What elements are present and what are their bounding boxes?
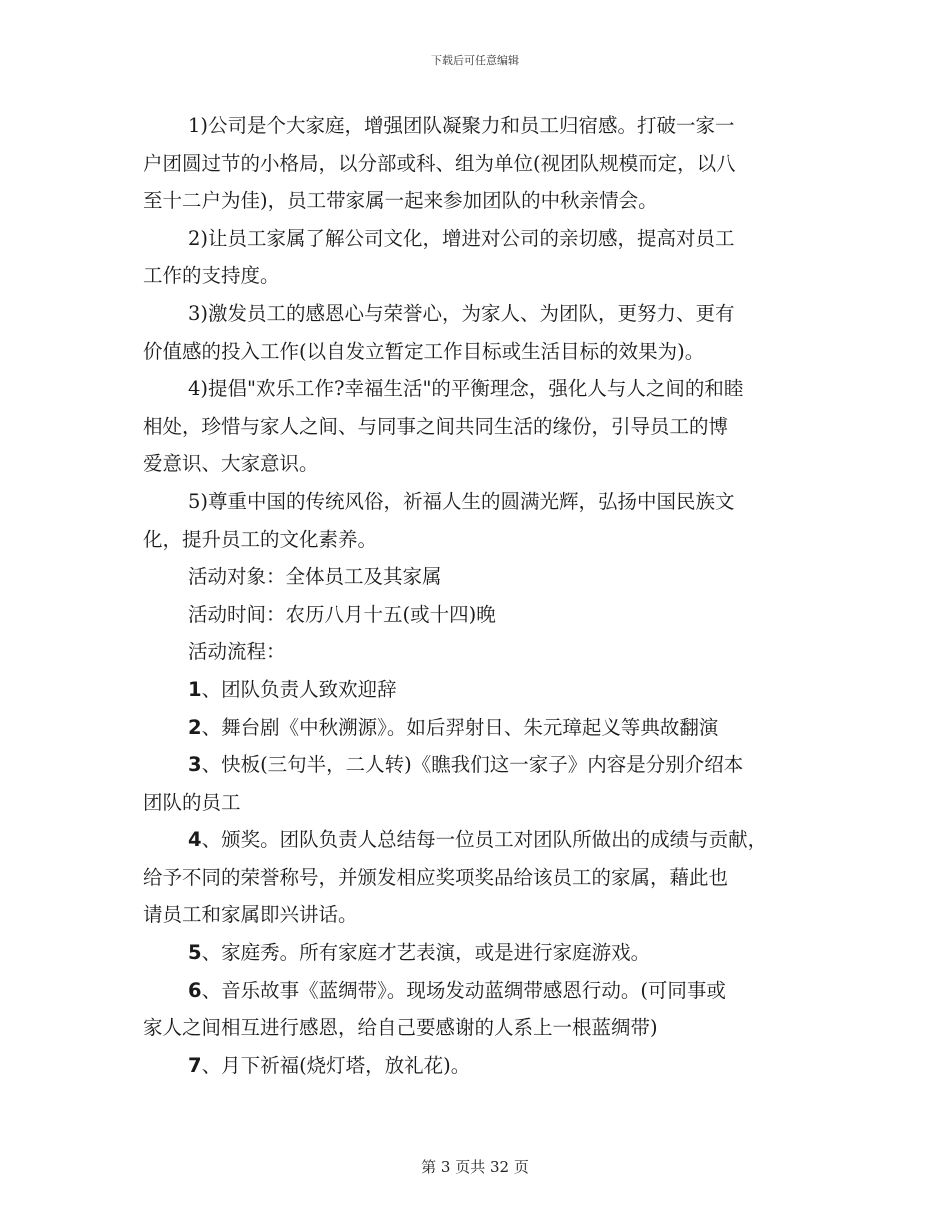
paragraph-5: 5)尊重中国的传统风俗，祈福人生的圆满光辉，弘扬中国民族文 化，提升员工的文化素养。: [143, 489, 735, 551]
document-body: [143, 107, 823, 1084]
activity-flow-heading: 活动流程：: [188, 640, 286, 664]
activity-time: 活动时间：农历八月十五(或十四)晚: [188, 602, 496, 626]
page-header: 下载后可任意编辑: [431, 54, 519, 67]
activity-target: 活动对象：全体员工及其家属: [188, 565, 442, 589]
page-footer: 第 3 页共 32 页: [421, 1158, 529, 1176]
flow-step-1: 1、团队负责人致欢迎辞: [188, 677, 397, 701]
flow-step-7: 7、月下祈福(烧灯塔，放礼花)。: [188, 1053, 471, 1077]
flow-step-6: 6、音乐故事《蓝绸带》。现场发动蓝绸带感恩行动。(可同事或 家人之间相互进行感恩，给自己要感谢的人系上一根蓝绸带): [143, 978, 726, 1040]
paragraph-2: 2)让员工家属了解公司文化，增进对公司的亲切感，提高对员工 工作的支持度。: [143, 226, 735, 288]
paragraph-4: 4)提倡"欢乐工作?幸福生活"的平衡理念，强化人与人之间的和睦 相处，珍惜与家人之间、与同事之间共同生活的缘份，引导员工的博 爱意识、大家意识。: [143, 377, 744, 476]
paragraph-1: 1)公司是个大家庭，增强团队凝聚力和员工归宿感。打破一家一 户团圆过节的小格局，以分部或科、组为单位(视团队规模而定，以八 至十二户为佳)，员工带家属一起来参加团队的中秋亲情会。: [143, 114, 736, 213]
paragraph-3: 3)激发员工的感恩心与荣誉心，为家人、为团队，更努力、更有 价值感的投入工作(以自发立暂定工作目标或生活目标的效果为)。: [143, 301, 735, 363]
flow-step-2: 2、舞台剧《中秋溯源》。如后羿射日、朱元璋起义等典故翻演: [188, 715, 719, 739]
flow-step-3: 3、快板(三句半，二人转)《瞧我们这一家子》内容是分别介绍本 团队的员工: [143, 753, 744, 814]
flow-step-5: 5、家庭秀。所有家庭才艺表演，或是进行家庭游戏。: [188, 941, 651, 965]
flow-step-4: 4、颁奖。团队负责人总结每一位员工对团队所做出的成绩与贡献， 给予不同的荣誉称号，并颁发相应奖项奖品给该员工的家属，藉此也 请员工和家属即兴讲话。: [143, 828, 768, 927]
